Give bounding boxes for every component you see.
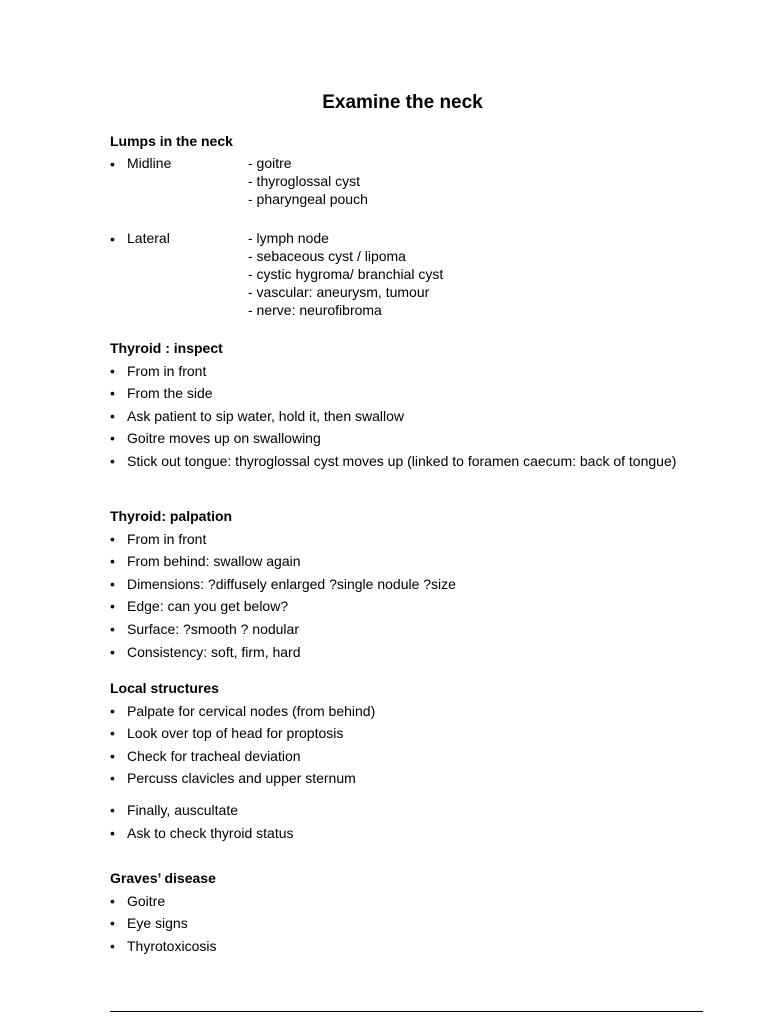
list-item-text: Edge: can you get below? bbox=[127, 598, 289, 615]
bullet-icon: • bbox=[110, 407, 115, 424]
local-list bbox=[110, 702, 702, 788]
lump-items bbox=[248, 230, 443, 319]
list-item bbox=[110, 914, 702, 932]
bullet-icon: • bbox=[110, 362, 115, 379]
lump-items bbox=[248, 155, 443, 208]
section-heading-local: Local structures bbox=[110, 680, 219, 696]
list-item bbox=[110, 384, 702, 402]
list-item-text: Palpate for cervical nodes (from behind) bbox=[127, 702, 376, 719]
list-item-text: Finally, auscultate bbox=[127, 802, 239, 819]
bullet-icon: • bbox=[110, 915, 115, 932]
lump-item: - lymph node bbox=[248, 230, 329, 247]
section-heading-inspect: Thyroid : inspect bbox=[110, 340, 223, 356]
list-item bbox=[110, 429, 702, 447]
list-item bbox=[110, 552, 702, 570]
list-item-text: From the side bbox=[127, 385, 213, 402]
local-list-2 bbox=[110, 801, 702, 842]
bullet-icon: • bbox=[110, 452, 115, 469]
list-item bbox=[110, 769, 702, 787]
graves-list bbox=[110, 892, 702, 955]
lump-item: - vascular: aneurysm, tumour bbox=[248, 283, 430, 300]
palpation-section bbox=[110, 508, 702, 661]
bullet-icon: • bbox=[110, 530, 115, 547]
list-item-text: Eye signs bbox=[127, 915, 188, 932]
list-item bbox=[110, 362, 702, 380]
lump-item: - goitre bbox=[248, 155, 292, 171]
lump-item: - cystic hygroma/ branchial cyst bbox=[248, 265, 444, 282]
inspect-section bbox=[110, 340, 702, 470]
list-item bbox=[110, 620, 702, 638]
bullet-icon: • bbox=[110, 430, 115, 447]
bullet-icon: • bbox=[110, 892, 115, 909]
bullet-icon: • bbox=[110, 156, 115, 172]
lump-label: Midline bbox=[127, 155, 172, 171]
lump-group-lateral bbox=[110, 230, 443, 319]
list-item-text: Goitre moves up on swallowing bbox=[127, 430, 321, 447]
list-item bbox=[110, 407, 702, 425]
graves-section bbox=[110, 870, 702, 955]
list-item bbox=[110, 747, 702, 765]
list-item bbox=[110, 801, 702, 819]
bullet-icon: • bbox=[110, 725, 115, 742]
list-item-text: Dimensions: ?diffusely enlarged ?single nodule ?size bbox=[127, 575, 456, 592]
list-item bbox=[110, 724, 702, 742]
list-item-text: Goitre bbox=[127, 892, 166, 909]
bullet-icon: • bbox=[110, 937, 115, 954]
lump-item: - nerve: neurofibroma bbox=[248, 301, 382, 318]
lump-group-midline bbox=[110, 155, 443, 208]
section-heading-graves: Graves’ disease bbox=[110, 870, 216, 886]
list-item-text: From in front bbox=[127, 362, 207, 379]
lump-item: - sebaceous cyst / lipoma bbox=[248, 248, 406, 265]
inspect-list bbox=[110, 362, 702, 470]
list-item-text: From in front bbox=[127, 530, 207, 547]
list-item-text: Look over top of head for proptosis bbox=[127, 725, 344, 742]
list-item bbox=[110, 892, 702, 910]
bullet-icon: • bbox=[110, 770, 115, 787]
bullet-icon: • bbox=[110, 553, 115, 570]
bullet-icon: • bbox=[110, 747, 115, 764]
list-item-text: Consistency: soft, firm, hard bbox=[127, 643, 301, 660]
list-item bbox=[110, 530, 702, 548]
bullet-icon: • bbox=[110, 598, 115, 615]
list-item bbox=[110, 702, 702, 720]
list-item-text: Percuss clavicles and upper sternum bbox=[127, 770, 356, 787]
page-title: Examine the neck bbox=[322, 92, 483, 113]
lump-item: - thyroglossal cyst bbox=[248, 172, 361, 189]
list-item-text: Check for tracheal deviation bbox=[127, 747, 301, 764]
lump-label: Lateral bbox=[127, 230, 170, 247]
bullet-icon: • bbox=[110, 231, 115, 248]
bullet-icon: • bbox=[110, 385, 115, 402]
list-item bbox=[110, 643, 702, 661]
section-heading-palpation: Thyroid: palpation bbox=[110, 508, 233, 524]
palpation-list bbox=[110, 530, 702, 661]
list-item-text: Thyrotoxicosis bbox=[127, 937, 217, 954]
bullet-icon: • bbox=[110, 702, 115, 719]
list-item-text: From behind: swallow again bbox=[127, 553, 301, 570]
local-section bbox=[110, 680, 702, 842]
list-item bbox=[110, 937, 702, 955]
lump-item: - pharyngeal pouch bbox=[248, 190, 368, 207]
lumps-section bbox=[110, 133, 443, 319]
section-heading-lumps: Lumps in the neck bbox=[110, 133, 233, 149]
list-item-text: Surface: ?smooth ? nodular bbox=[127, 620, 299, 637]
bullet-icon: • bbox=[110, 802, 115, 819]
list-item bbox=[110, 575, 702, 593]
footer-divider bbox=[110, 1011, 703, 1012]
list-item bbox=[110, 597, 702, 615]
list-item-text: Stick out tongue: thyroglossal cyst moves up (linked to foramen caecum: back of tongue) bbox=[127, 452, 677, 469]
list-item-text: Ask to check thyroid status bbox=[127, 824, 294, 841]
document-page bbox=[110, 92, 710, 954]
list-item bbox=[110, 824, 702, 842]
bullet-icon: • bbox=[110, 620, 115, 637]
bullet-icon: • bbox=[110, 575, 115, 592]
list-item-text: Ask patient to sip water, hold it, then swallow bbox=[127, 407, 405, 424]
bullet-icon: • bbox=[110, 824, 115, 841]
list-item bbox=[110, 452, 702, 470]
bullet-icon: • bbox=[110, 643, 115, 660]
